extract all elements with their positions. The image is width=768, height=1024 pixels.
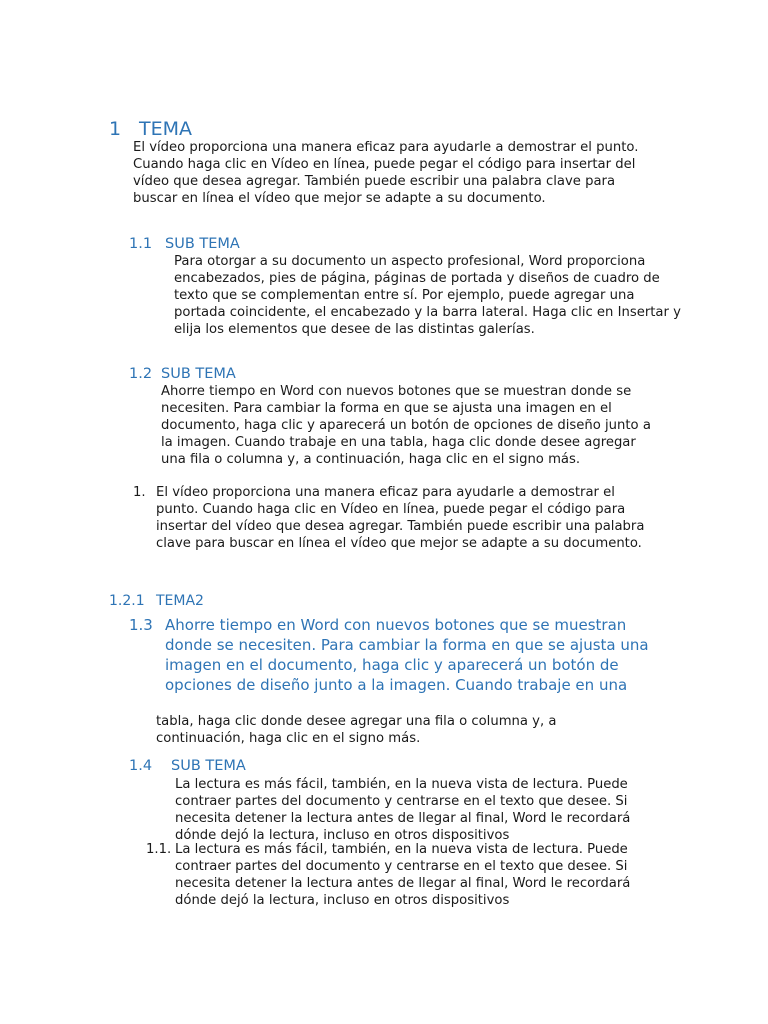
heading-1-3-text: Ahorre tiempo en Word con nuevos botones que se muestran donde se necesiten. Para cambiar la forma en que se ajusta una imagen en el documento, haga clic y aparecerá un botón de opciones de diseño junto a la imagen. Cuando trabaje en una: [165, 616, 649, 694]
paragraph-subtema-1-4: La lectura es más fácil, también, en la nueva vista de lectura. Puede contraer partes del documento y centrarse en el texto que desee. Si necesita detener la lectura antes de llegar al final, Word le recordará dónde dejó la lectura, incluso en otros dispositivos: [175, 777, 631, 843]
heading-1-4-text: SUB TEMA: [171, 758, 246, 774]
list-item-1-text: El vídeo proporciona una manera eficaz para ayudarle a demostrar el punto. Cuando haga clic en Vídeo en línea, puede pegar el código para insertar del vídeo que desea agregar. También puede escribir una palabra clave para buscar en línea el vídeo que mejor se adapte a su documento.: [156, 485, 645, 551]
heading-1-4: [129, 757, 246, 775]
paragraph-tema: El vídeo proporciona una manera eficaz para ayudarle a demostrar el punto. Cuando haga clic en Vídeo en línea, puede pegar el código para insertar del vídeo que desea agregar. También puede escribir una palabra clave para buscar en línea el vídeo que mejor se adapte a su documento.: [133, 140, 639, 206]
heading-1-2-text: SUB TEMA: [161, 366, 236, 382]
paragraph-subtema-1-1: Para otorgar a su documento un aspecto profesional, Word proporciona encabezados, pies de página, páginas de portada y diseños de cuadro de texto que se complementan entre sí. Por ejemplo, puede agregar una portada coincidente, el encabezado y la barra lateral. Haga clic en Insertar y elija los elementos que desee de las distintas galerías.: [174, 254, 681, 337]
heading-1: [109, 118, 192, 140]
list-item-1-1-text: [146, 841, 655, 909]
heading-1-text: TEMA: [139, 118, 193, 140]
heading-1-2-number: 1.2: [129, 366, 153, 382]
heading-1-1: [129, 235, 240, 253]
paragraph-subtema-1-2: Ahorre tiempo en Word con nuevos botones que se muestran donde se necesiten. Para cambiar la forma en que se ajusta una imagen en el documento, haga clic y aparecerá un botón de opciones de diseño junto a la imagen. Cuando trabaje en una tabla, haga clic donde desee agregar una fila o columna y, a continuación, haga clic en el signo más.: [161, 384, 651, 467]
heading-1-2-1-text: TEMA2: [156, 593, 204, 609]
heading-1-1-text: SUB TEMA: [165, 236, 240, 252]
paragraph-subtema-1-3: tabla, haga clic donde desee agregar una fila o columna y, a continuación, haga clic en el signo más.: [156, 714, 557, 746]
heading-1-2: [129, 365, 236, 383]
list-item-1-1-number: 1.1.: [146, 842, 172, 857]
heading-1-4-number: 1.4: [129, 758, 153, 774]
heading-1-2-1-number: 1.2.1: [109, 593, 145, 609]
heading-1-2-1: [109, 592, 204, 610]
heading-1-number: 1: [109, 118, 122, 140]
heading-1-3-number: 1.3: [129, 616, 153, 634]
heading-1-1-number: 1.1: [129, 236, 153, 252]
list-item-1-number: 1.: [133, 485, 146, 500]
list-item-1-1-body: La lectura es más fácil, también, en la nueva vista de lectura. Puede contraer partes del documento y centrarse en el texto que desee. Si necesita detener la lectura antes de llegar al final, Word le recordará dónde dejó la lectura, incluso en otros dispositivos: [175, 842, 631, 908]
